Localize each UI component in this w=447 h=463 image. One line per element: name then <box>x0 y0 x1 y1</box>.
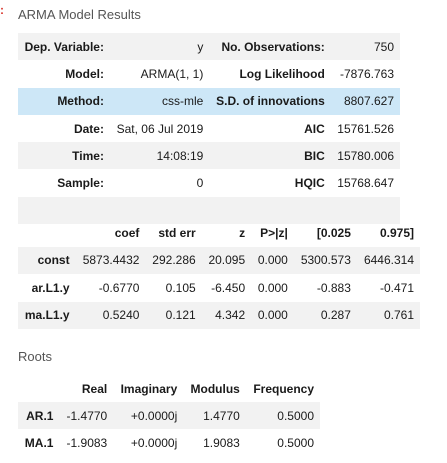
summary-key: Model: <box>65 66 104 81</box>
roots-row <box>18 402 320 429</box>
summary-row <box>18 33 400 60</box>
summary-key: S.D. of innovations <box>216 94 325 109</box>
coef-header <box>18 219 76 247</box>
model-summary-table <box>18 33 400 224</box>
summary-key: AIC <box>304 121 325 136</box>
coef-cell: 5300.573 <box>300 253 351 268</box>
summary-key: Dep. Variable: <box>24 39 104 54</box>
summary-value: 15761.526 <box>337 121 394 136</box>
roots-header-row <box>18 375 320 402</box>
roots-row <box>18 429 320 456</box>
summary-row <box>18 169 400 196</box>
coef-cell: 6446.314 <box>363 253 414 268</box>
coef-cell: 5873.4432 <box>82 253 140 268</box>
roots-caption: Roots <box>18 349 52 364</box>
roots-header <box>18 375 59 402</box>
summary-value: -7876.763 <box>339 66 394 81</box>
summary-value: 750 <box>373 39 394 54</box>
summary-key: Sample: <box>57 176 104 191</box>
coef-header: coef <box>114 225 140 240</box>
coef-header: std err <box>158 225 196 240</box>
summary-row <box>18 115 400 142</box>
summary-value: y <box>197 39 204 54</box>
summary-key: Method: <box>57 94 104 109</box>
roots-cell: -1.9083 <box>66 435 108 450</box>
summary-key: HQIC <box>294 176 325 191</box>
output-prompt-marker: : <box>0 3 4 17</box>
summary-caption: ARMA Model Results <box>18 7 141 22</box>
roots-header: Frequency <box>253 381 314 396</box>
summary-key: Log Likelihood <box>239 66 325 81</box>
coef-cell: 0.761 <box>383 308 414 323</box>
coef-cell: 292.286 <box>152 253 196 268</box>
summary-row <box>18 60 400 87</box>
summary-value: 15768.647 <box>337 176 394 191</box>
coefficients-table <box>18 219 420 329</box>
summary-value: 15780.006 <box>337 148 394 163</box>
coef-cell: 0.105 <box>165 280 196 295</box>
coef-cell: -6.450 <box>211 280 246 295</box>
coef-header-row <box>18 219 420 247</box>
roots-row-label: MA.1 <box>24 435 54 450</box>
coef-cell: 0.000 <box>257 280 288 295</box>
coef-cell: 20.095 <box>208 253 246 268</box>
coef-cell: 0.5240 <box>102 308 140 323</box>
summary-row-highlighted <box>18 88 400 115</box>
coef-header: z <box>239 225 246 240</box>
roots-cell: 1.9083 <box>203 435 240 450</box>
coef-header: P>|z| <box>260 225 288 240</box>
roots-header: Modulus <box>190 381 240 396</box>
coef-cell: 0.000 <box>257 253 288 268</box>
coef-row-label: ma.L1.y <box>24 308 70 323</box>
roots-cell: 1.4770 <box>203 408 240 423</box>
summary-key: Time: <box>72 148 104 163</box>
roots-row-label: AR.1 <box>26 408 54 423</box>
coef-row-label: ar.L1.y <box>31 280 70 295</box>
summary-value: 0 <box>196 176 204 191</box>
coef-row <box>18 302 420 330</box>
roots-cell: +0.0000j <box>130 435 178 450</box>
coef-row <box>18 247 420 275</box>
summary-key: No. Observations: <box>221 39 325 54</box>
summary-value: Sat, 06 Jul 2019 <box>116 121 204 136</box>
summary-value: css-mle <box>162 94 204 109</box>
roots-table <box>18 375 320 456</box>
roots-header: Real <box>81 381 108 396</box>
coef-row-label: const <box>37 253 70 268</box>
coef-cell: -0.471 <box>379 280 414 295</box>
summary-value: ARMA(1, 1) <box>140 66 204 81</box>
coef-header: 0.975] <box>379 225 414 240</box>
roots-cell: 0.5000 <box>277 435 314 450</box>
coef-cell: -0.6770 <box>98 280 140 295</box>
roots-header: Imaginary <box>120 381 178 396</box>
summary-key: Date: <box>73 121 104 136</box>
summary-key: BIC <box>304 148 325 163</box>
roots-cell: +0.0000j <box>130 408 178 423</box>
coef-cell: 0.121 <box>165 308 196 323</box>
roots-cell: 0.5000 <box>277 408 314 423</box>
summary-value: 8807.627 <box>343 94 394 109</box>
coef-cell: -0.883 <box>316 280 351 295</box>
coef-row <box>18 274 420 302</box>
coef-cell: 4.342 <box>215 308 246 323</box>
summary-row <box>18 142 400 169</box>
roots-cell: -1.4770 <box>66 408 108 423</box>
coef-cell: 0.287 <box>320 308 351 323</box>
coef-cell: 0.000 <box>257 308 288 323</box>
summary-value: 14:08:19 <box>156 148 204 163</box>
coef-header: [0.025 <box>316 225 351 240</box>
